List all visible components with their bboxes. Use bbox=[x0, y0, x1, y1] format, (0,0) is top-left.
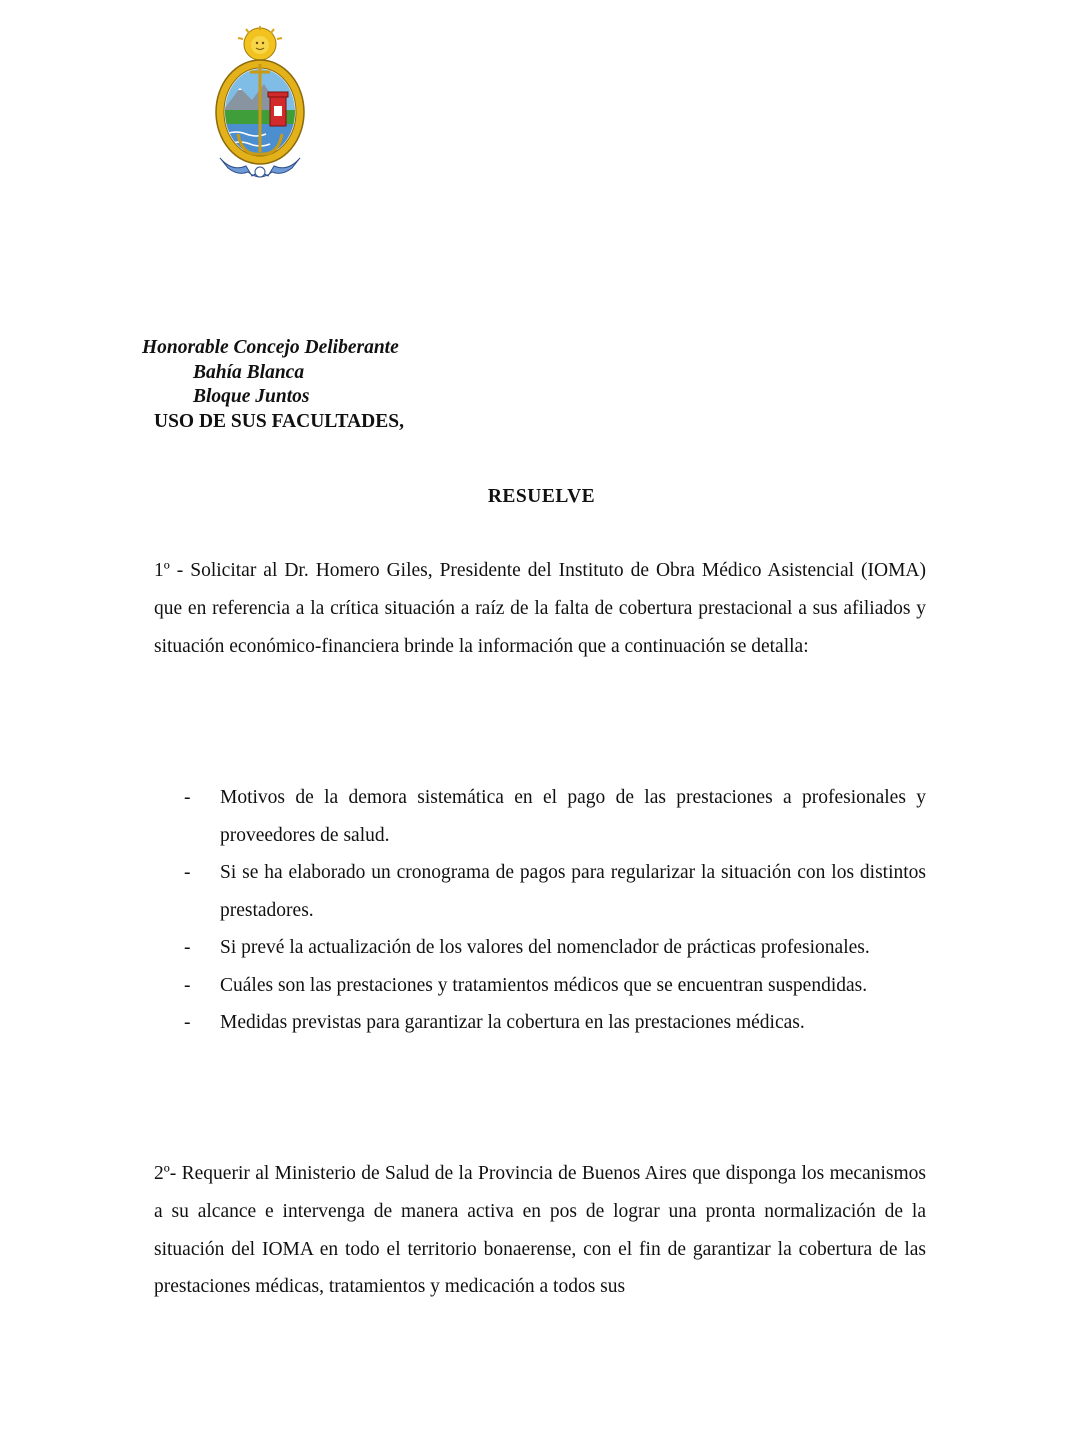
article-1: 1º - Solicitar al Dr. Homero Giles, Presidente del Instituto de Obra Médico Asistencial (IOMA) que en referencia a la crítica situación a raíz de la falta de cobertura prestacional a sus afiliados y situación económico-financiera brinde la información que a continuación se detalla: bbox=[154, 560, 926, 657]
list-item-text: Cuáles son las prestaciones y tratamientos médicos que se encuentran suspendidas. bbox=[220, 974, 868, 996]
list-item bbox=[154, 854, 926, 929]
list-item bbox=[154, 967, 926, 1005]
bloc-name: Bloque Juntos bbox=[193, 386, 310, 407]
list-item bbox=[154, 779, 926, 854]
list-item-text: Si prevé la actualización de los valores del nomenclador de prácticas profesionales. bbox=[220, 937, 870, 958]
bullet-dash: - bbox=[184, 787, 191, 808]
list-item-text: Si se ha elaborado un cronograma de pagos para regularizar la situación con los distintos prestadores. bbox=[220, 862, 926, 921]
list-item bbox=[154, 929, 926, 967]
bullet-dash: - bbox=[184, 974, 191, 996]
bullet-dash: - bbox=[184, 1012, 191, 1033]
article-2: 2º- Requerir al Ministerio de Salud de la Provincia de Buenos Aires que disponga los mecanismos a su alcance e intervenga de manera activa en pos de lograr una pronta normalización de la situación del IOMA en todo el territorio bonaerense, con el fin de garantizar la cobertura de las prestaciones médicas, tratamientos y medicación a todos sus bbox=[154, 1163, 926, 1298]
city-name: Bahía Blanca bbox=[193, 362, 305, 383]
list-item-text: Motivos de la demora sistemática en el pago de las prestaciones a profesionales y proveedores de salud. bbox=[220, 787, 926, 846]
council-name: Honorable Concejo Deliberante bbox=[142, 337, 399, 358]
sun-icon bbox=[238, 26, 282, 60]
list-item-text: Medidas previstas para garantizar la cobertura en las prestaciones médicas. bbox=[220, 1012, 805, 1033]
bullet-dash: - bbox=[184, 862, 191, 883]
uso-facultades: USO DE SUS FACULTADES, bbox=[154, 411, 404, 432]
bullet-dash: - bbox=[184, 937, 191, 958]
list-item bbox=[154, 1004, 926, 1042]
info-request-list bbox=[154, 779, 926, 1042]
resolution-title: RESUELVE bbox=[487, 486, 596, 507]
coat-of-arms-icon bbox=[212, 26, 308, 182]
